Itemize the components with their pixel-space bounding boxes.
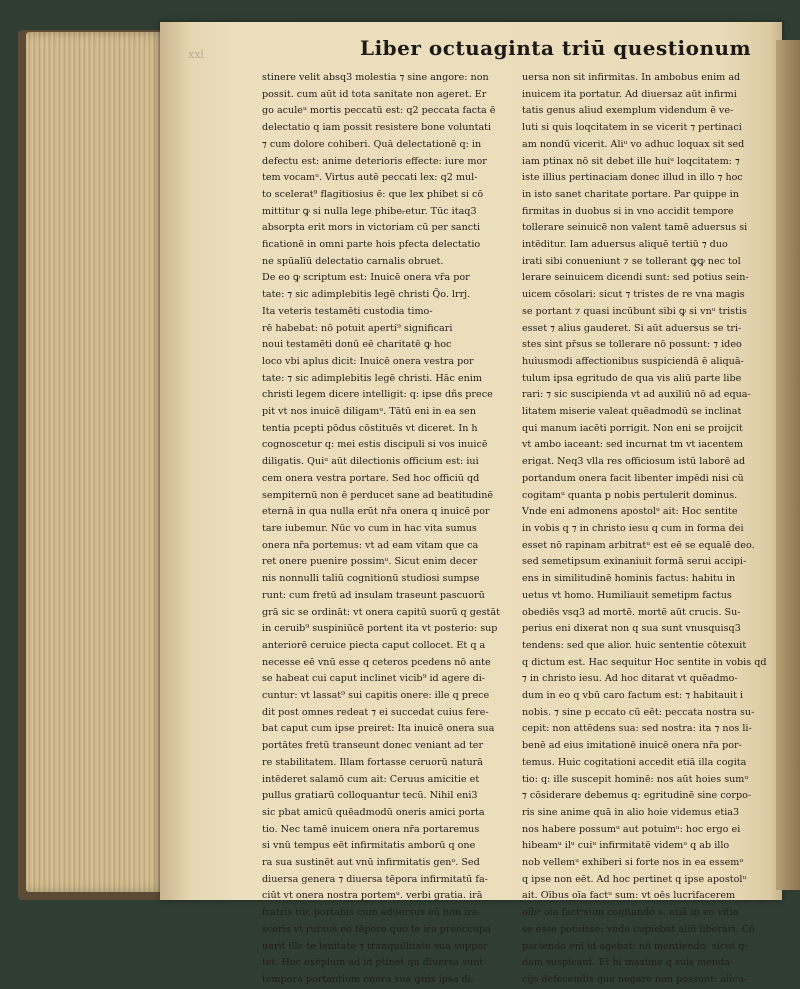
text-line: portandum onera facit libenter impēdi nisi cū <box>522 472 744 484</box>
text-line: intēderet salamō cum ait: Ceruus amicitie et <box>262 773 480 785</box>
text-line: cognoscetur q: mei estis discipuli si vos inuicē <box>262 439 488 451</box>
text-line: se esse potuisse: vnde cupiebat aliū liberari. Cō <box>522 923 755 935</box>
text-line: huiusmodi affectionibus suspiciendā ē aliquā- <box>522 355 744 367</box>
text-line: uerit ille te lenitate ⁊ tranquillitate sua suppor <box>262 940 488 952</box>
text-line: ens in similitudinē hominis factus: habitu in <box>522 573 736 585</box>
text-line: pit vt nos inuicē diligamᵘ. Tātū eni in ea sen <box>262 406 476 418</box>
text-line: nis nonnulli taliū cognitionū studiosi sumpse <box>262 573 480 585</box>
text-line: intēditur. Iam aduersus aliquē tertiū ⁊ duo <box>522 239 728 251</box>
text-line: q ipse non eēt. Ad hoc pertinet q ipse apostolᵘ <box>522 873 747 885</box>
right-text-column <box>522 70 774 985</box>
text-line: sic pbat amicū quēadmodū oneris amici porta <box>262 806 485 818</box>
text-line: luti si quis loqcitatem in se vicerit ⁊ pertinaci <box>522 122 742 134</box>
text-line: iam ptinax nō sit debet ille huiᵘ loqcitatem: ⁊ <box>522 155 740 167</box>
text-line: re stabilitatem. Illam fortasse ceruorū naturā <box>262 756 483 768</box>
text-line: diligatis. Quiᵘ aūt dilectionis officium est: iui <box>262 456 479 468</box>
text-line: loco vbi aplus dicit: Inuicē onera vestra por <box>262 355 474 367</box>
text-line: rari: ⁊ sic suscipienda vt ad auxiliū nō ad equa- <box>522 389 751 401</box>
text-line: fratris tūc portabis cum aduersus eū non ira- <box>262 907 481 919</box>
text-line: pullus gratiarū colloquantur tecū. Nihil eni3 <box>262 790 478 802</box>
text-line: temus. Huic cogitationi accedit etiā illa cogita <box>522 756 747 768</box>
text-line: inuicem ita portatur. Ad diuersaz aūt infirmi <box>522 88 737 100</box>
text-line: tio: q: ille suscepit hominē: nos aūt hoies sumᵘ <box>522 773 749 785</box>
text-line: am nondū vicerit. Aliᵘ vo adhuc loquax sit sed <box>522 138 745 150</box>
text-line: diuersa genera ⁊ diuersa tēpora infirmitatū fa- <box>262 873 488 885</box>
text-line: noui testamēti donū eē charitatē ꝙ hoc <box>262 339 452 351</box>
text-line: irati sibi conueniunt ⁊ se tollerant ꝙꝙ nec tol <box>522 255 741 267</box>
text-line: litatem miserie valeat quēadmodū se inclinat <box>522 406 742 418</box>
text-line: ⁊ cōsiderare debemus q: egritudinē sine corpo- <box>522 790 752 802</box>
text-line: perius eni dixerat non q sua sunt vnusquisq3 <box>522 623 741 635</box>
text-line: ciūt vt onera nostra portemᵘ. verbi gratia. irā <box>262 890 483 902</box>
text-line: uersa non sit infirmitas. In ambobus enim ad <box>522 72 741 83</box>
text-line: tentia pcepti pōdus cōstituēs vt diceret. In h <box>262 422 478 434</box>
text-line: absorpta erit mors in victoriam cū per sancti <box>262 222 481 234</box>
text-line: stes sint pr̄sus se tollerare nō possunt: ⁊ ideo <box>522 339 742 351</box>
text-line: se portant ⁊ quasi incūbunt sibi ꝙ si vnᵘ tristis <box>522 305 747 317</box>
text-line: erigat. Neq3 vlla res officiosum istū laborē ad <box>522 456 746 468</box>
text-line: dum in eo q vbū caro factum est: ⁊ habitauit i <box>522 690 744 702</box>
text-line: ficationē in omni parte hois pfecta delectatio <box>262 239 481 251</box>
text-line: tempora portantium onera sua ꝙuis ipsa di- <box>262 973 475 985</box>
text-line: tate: ⁊ sic adimplebitis legē christi. Hāc enim <box>262 372 482 384</box>
text-line: mittitur ꝙ si nulla lege phibeᵣetur. Tūc itaq3 <box>262 205 477 217</box>
text-line: benē ad eius imitationē inuicē onera nr̄a por- <box>522 740 742 752</box>
text-line: sempiternū non ē perducet sane ad beatitudinē <box>262 489 494 501</box>
text-line: stinere velit absq3 molestia ⁊ sine angore: non <box>262 72 489 83</box>
text-line: tollerare seinuicē non valent tamē aduersus si <box>522 222 748 234</box>
text-line: qui manum iacēti porrigit. Non eni se proijcit <box>522 422 743 434</box>
text-line: bat caput cum ipse preiret: Ita inuicē onera sua <box>262 723 495 735</box>
text-line: cuntur: vt lassat⁹ sui capitis onere: ille q prece <box>262 690 490 702</box>
text-line: Vnde eni admonens apostolᵘ ait: Hoc sentite <box>522 506 738 518</box>
text-line: rē habebat: nō potuit aperti⁹ significari <box>262 322 453 334</box>
text-line: obediēs vsq3 ad mortē. mortē aūt crucis. Su- <box>522 606 741 618</box>
text-line: anteriorē ceruice piecta caput collocet. Et q a <box>262 639 486 651</box>
text-line: cepit: non attēdens sua: sed nostra: ita ⁊ nos li- <box>522 723 752 735</box>
text-line: tare iubemur. Nūc vo cum in hac vita sumus <box>262 522 477 534</box>
text-line: runt: cum fretū ad insulam traseunt pascuorū <box>262 589 485 601</box>
text-line: in vobis q ⁊ in christo iesu q cum in forma dei <box>522 522 744 534</box>
text-line: dam suspicant. Et hi maxime q suis menda- <box>522 957 734 969</box>
text-line: lerare seinuicem dicendi sunt: sed potius sein- <box>522 272 749 284</box>
text-line: tio. Nec tamē inuicem onera nr̄a portaremus <box>262 823 480 835</box>
text-line: paciendo enī id agebat: nō mentiendo: sicut q- <box>522 940 748 952</box>
text-line: nobis. ⁊ sine p eccato cū eēt: peccata nostra su- <box>522 706 755 718</box>
text-line: portātes fretū transeunt donec veniant ad ter <box>262 740 484 752</box>
text-line: ret onere puenire possimᵘ. Sicut enim decer <box>262 556 478 568</box>
text-line: ra sua sustinēt aut vnū infirmitatis genᵘ. Sed <box>262 857 480 869</box>
text-line: nos habere possumᵘ aut potuimᵘ: hoc ergo ei <box>522 823 741 835</box>
text-line: tem vocamᵘ. Virtus autē peccati lex: q2 mul- <box>262 172 478 184</box>
text-line: esset ⁊ alius gauderet. Si aūt aduersus se tri- <box>522 322 742 334</box>
text-line: dit post omnes redeat ⁊ ei succedat cuius fere- <box>262 706 489 718</box>
text-line: sed semetipsum exinaniuit formā serui accipi- <box>522 556 747 568</box>
text-line: onera nr̄a portemus: vt ad eam vitam que ca <box>262 539 479 551</box>
text-line: q dictum est. Hac sequitur Hoc sentite in vobis qd <box>522 656 767 668</box>
text-line: sceris vt rursus eo tēpore quo te ira preoccupa <box>262 923 491 935</box>
text-line: tendens: sed que alior. huic sententie cōtexuit <box>522 639 747 651</box>
text-line: tate: ⁊ sic adimplebitis legē christi Q̄o. lrrj. <box>262 289 471 301</box>
running-head: Liber octuaginta triū questionum <box>360 36 752 60</box>
text-line: se habeat cui caput inclinet vicib⁹ id agere di- <box>262 673 486 685</box>
text-line: defectu est: anime deterioris effecte: iure mor <box>262 155 487 167</box>
text-line: tatis genus aliud exemplum videndum ē ve- <box>522 105 734 117</box>
margin-note: xxl <box>188 48 204 61</box>
text-line: iste illius pertinaciam donec illud in illo ⁊ hoc <box>522 172 743 184</box>
text-line: ne spūalīū delectatio carnalis obruet. <box>262 255 444 267</box>
text-line: cijs defecendis que negare non possunt: alicu- <box>522 973 748 985</box>
text-line: uetus vt homo. Humiliauit semetipm factus <box>522 589 732 601</box>
text-line: oībᵘ oīa factᵘsum cogitando s. etiā in eo vitio <box>522 907 739 919</box>
text-line: ⁊ cum dolore cohiberi. Quā delectationē q: in <box>262 138 482 150</box>
text-line: De eo ꝙ scriptum est: Inuicē onera vr̄a por <box>262 272 470 284</box>
text-line: nob vellemᵘ exhiberi si forte nos in ea essemᵘ <box>522 857 744 869</box>
text-line: tulum ipsa egritudo de qua vis aliū parte libe <box>522 372 742 384</box>
book-gutter-edge <box>776 40 800 890</box>
text-line: necesse eē vnū esse q ceteros pcedens nō ante <box>262 656 491 668</box>
text-line: uicem cōsolari: sicut ⁊ tristes de re vna magis <box>522 289 745 301</box>
text-line: grā sic se ordināt: vt onera capitū suorū q gestāt <box>262 606 500 618</box>
text-line: eternā in qua nulla erūt nr̄a onera q inuicē por <box>262 506 490 518</box>
text-line: firmitas in duobus si in vno accidit tempore <box>522 205 734 217</box>
text-line: cem onera vestra portare. Sed hoc officiū qd <box>262 472 480 484</box>
text-line: hibeamᵘ ilᵘ cuiᵘ infirmitatē videmᵘ q ab illo <box>522 840 730 852</box>
text-line: ⁊ in christo iesu. Ad hoc ditarat vt quēadmo- <box>522 673 738 685</box>
left-text-column <box>262 70 512 985</box>
text-line: ait. Oībus oīa factᵘ sum: vt oēs lucrifacerem <box>522 890 736 902</box>
text-line: go aculeᵘ mortis peccatū est: q2 peccata facta ē <box>262 105 496 117</box>
text-line: vt ambo iaceant: sed incurnat tm vt iacentem <box>522 439 743 451</box>
text-line: Ita veteris testamēti custodia timo- <box>262 305 433 317</box>
text-line: christi legem dicere intelligit: q: ipse dñs prece <box>262 389 493 401</box>
text-line: si vnū tempus eēt infirmitatis amborū q one <box>262 840 476 852</box>
text-line: ris sine anime quā in alio hoie videmus etia3 <box>522 806 740 818</box>
text-line: tet. Hoc exēplum ad id ptinet qn diuersa sunt <box>262 957 484 969</box>
text-line: possit. cum aūt id tota sanitate non ageret. Er <box>262 88 487 100</box>
page-edges <box>26 32 166 892</box>
text-line: esset nō rapinam arbitratᵘ est eē se equalē deo. <box>522 539 755 551</box>
text-line: in ceruib⁹ suspiniūcē portent ita vt posterio: sup <box>262 623 498 635</box>
text-line: in isto sanet charitate portare. Par quippe in <box>522 188 739 200</box>
text-line: cogitamᵘ quanta p nobis pertulerit dominus. <box>522 489 738 501</box>
text-line: to scelerat⁹ flagitiosius ē: que lex phibet si cō <box>262 188 484 200</box>
text-line: delectatio q iam possit resistere bone voluntati <box>262 122 492 134</box>
